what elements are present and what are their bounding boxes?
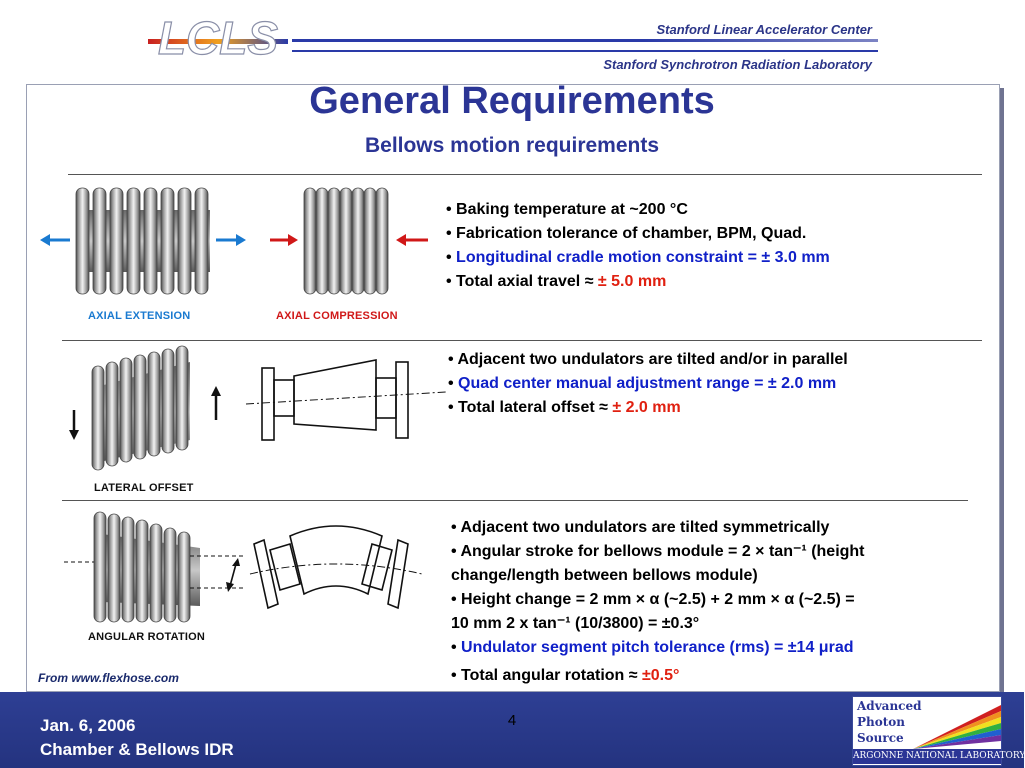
caption-axial-extension: AXIAL EXTENSION: [88, 310, 191, 322]
aps-word-photon: Photon: [857, 715, 906, 729]
bullet-lateral-total: • Total lateral offset ≈ ± 2.0 mm: [448, 399, 681, 416]
separator-top: [68, 174, 982, 175]
bullet-fabrication: • Fabrication tolerance of chamber, BPM, Quad.: [446, 225, 807, 242]
bullet-quad-range: • Quad center manual adjustment range = ± 2.0 mm: [448, 375, 837, 392]
axial-extension-diagram: [40, 182, 250, 312]
bullet-pitch-tolerance: • Undulator segment pitch tolerance (rms) = ±14 μrad: [451, 639, 854, 656]
bullet-baking: • Baking temperature at ~200 °C: [446, 201, 688, 218]
footer-date: Jan. 6, 2006: [40, 716, 136, 735]
lateral-offset-diagram: [60, 344, 250, 482]
bullet-height-change: • Height change = 2 mm × α (~2.5) + 2 mm × α (~2.5) =: [451, 591, 855, 608]
angular-rotation-schematic: [250, 514, 422, 614]
footer-event: Chamber & Bellows IDR: [40, 740, 234, 759]
caption-lateral-offset: LATERAL OFFSET: [94, 482, 194, 494]
lateral-bullets: [448, 348, 848, 420]
lateral-offset-schematic: [246, 350, 446, 450]
slide-title: General Requirements: [309, 80, 715, 122]
separator-middle: [62, 340, 982, 341]
aps-word-source: Source: [857, 731, 904, 745]
org-ssrl: Stanford Synchrotron Radiation Laboratory: [603, 57, 872, 72]
angular-rotation-diagram: [50, 504, 254, 628]
lcls-logo-text: LCLS: [157, 12, 279, 64]
bullet-longitudinal: • Longitudinal cradle motion constraint = ± 3.0 mm: [446, 249, 830, 266]
caption-axial-compression: AXIAL COMPRESSION: [276, 310, 398, 322]
aps-word-advanced: Advanced: [857, 699, 922, 713]
lcls-logo: [148, 10, 288, 66]
caption-angular-rotation: ANGULAR ROTATION: [88, 631, 206, 643]
bullet-height-change-cont: 10 mm 2 x tan⁻¹ (10/3800) = ±0.3°: [451, 615, 700, 632]
angular-bullets: [451, 516, 865, 688]
axial-compression-diagram: [268, 182, 436, 312]
aps-logo: [852, 696, 1025, 766]
image-credit: From www.flexhose.com: [38, 671, 179, 685]
bullet-tilted-parallel: • Adjacent two undulators are tilted and/or in parallel: [448, 351, 848, 368]
aps-rainbow-graphic: [913, 699, 1001, 749]
slide-subtitle: Bellows motion requirements: [364, 134, 660, 157]
bullet-axial-travel: • Total axial travel ≈ ± 5.0 mm: [446, 273, 667, 290]
header-rule-top: [292, 39, 878, 42]
bullet-angular-stroke-cont: change/length between bellows module): [451, 567, 758, 584]
bullet-tilted-symmetric: • Adjacent two undulators are tilted symmetrically: [451, 519, 830, 536]
bullet-angular-total: • Total angular rotation ≈ ±0.5°: [451, 667, 680, 684]
separator-bottom: [62, 500, 968, 501]
axial-bullets: [446, 198, 830, 294]
org-slac: Stanford Linear Accelerator Center: [656, 22, 872, 37]
bullet-angular-stroke: • Angular stroke for bellows module = 2 × tan⁻¹ (height: [451, 543, 865, 560]
aps-lab-name: ARGONNE NATIONAL LABORATORY: [853, 749, 1001, 764]
header-rule-bottom: [292, 50, 878, 52]
page-number: 4: [507, 712, 517, 729]
